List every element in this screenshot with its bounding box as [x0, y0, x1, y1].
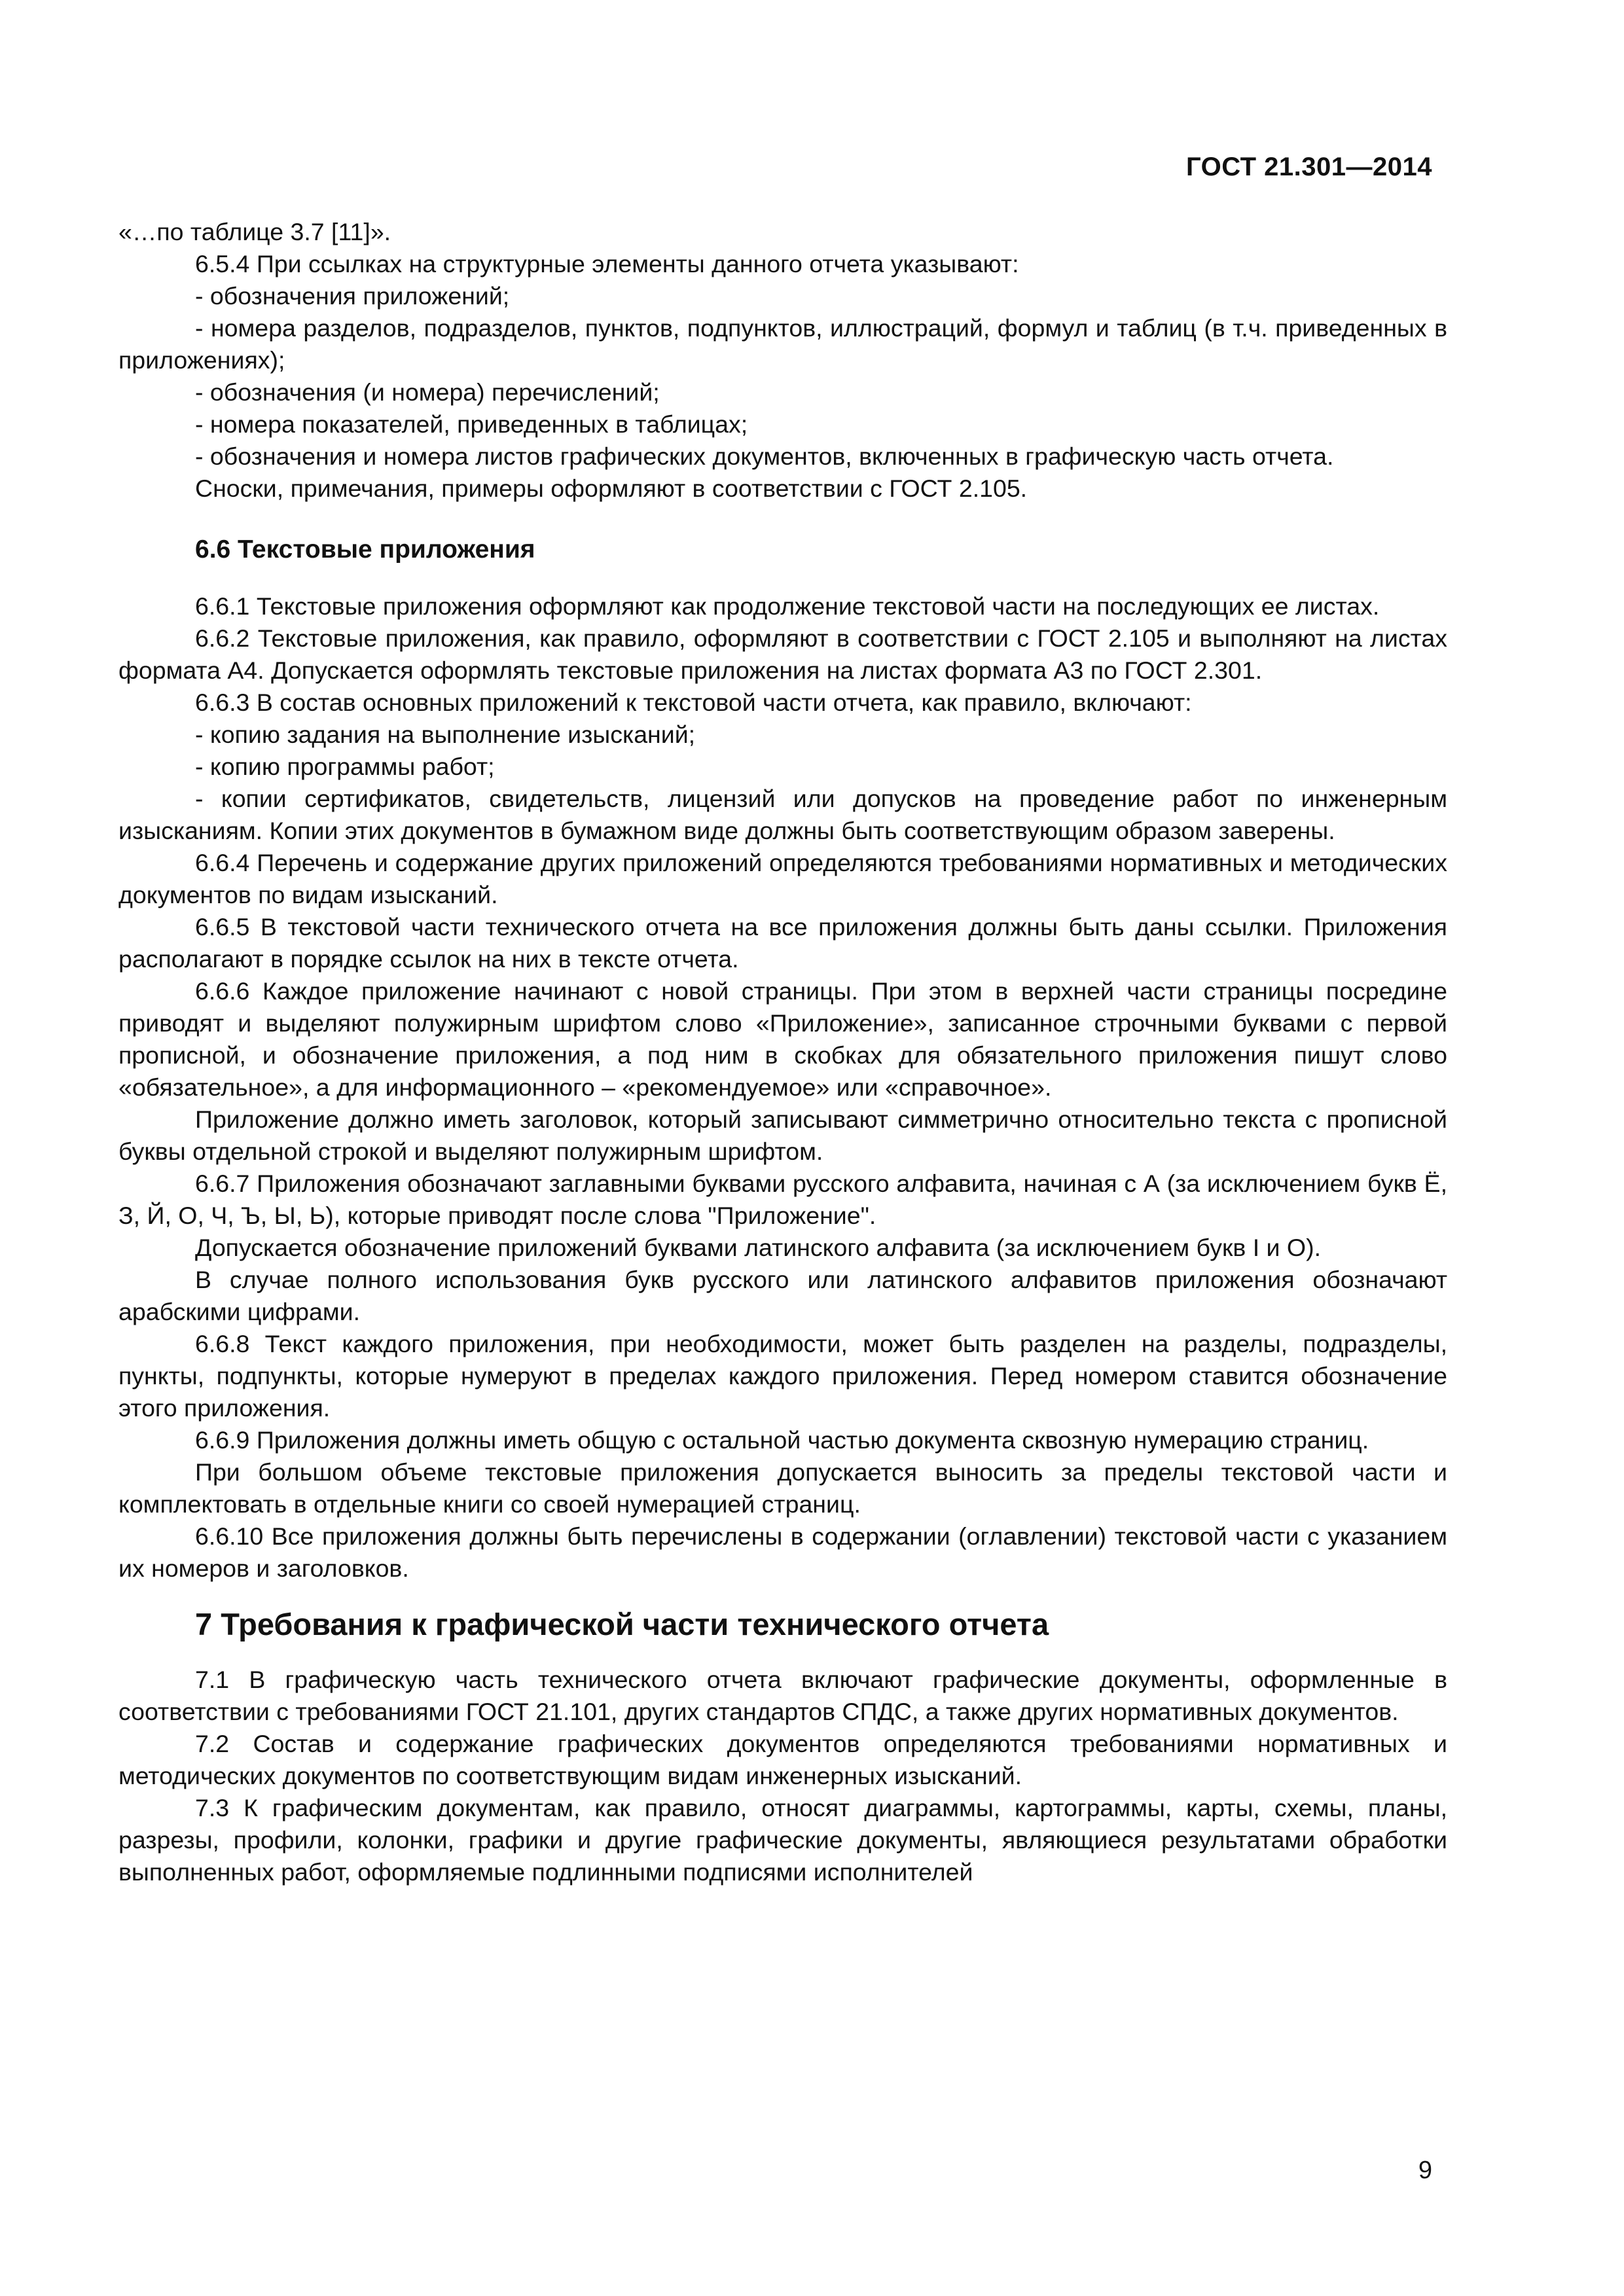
- paragraph: 6.6.4 Перечень и содержание других приложений определяются требованиями нормативных и методических документов по видам изысканий.: [118, 849, 1447, 908]
- paragraph: 6.6.2 Текстовые приложения, как правило, оформляют в соответствии с ГОСТ 2.105 и выполняют на листах формата А4. Допускается оформлять текстовые приложения на листах формата А3 по ГОСТ 2.301.: [118, 624, 1447, 684]
- list-item: - копию программы работ;: [195, 753, 495, 780]
- paragraph: При большом объеме текстовые приложения допускается выносить за пределы текстовой части и комплектовать в отдельные книги со своей нумерацией страниц.: [118, 1458, 1447, 1518]
- paragraph: Приложение должно иметь заголовок, который записывают симметрично относительно текста с прописной буквы отдельной строкой и выделяют полужирным шрифтом.: [118, 1105, 1447, 1165]
- paragraph: 6.6.10 Все приложения должны быть перечислены в содержании (оглавлении) текстовой части с указанием их номеров и заголовков.: [118, 1522, 1447, 1582]
- paragraph: 6.6.3 В состав основных приложений к текстовой части отчета, как правило, включают:: [195, 689, 1192, 716]
- list-item: - обозначения (и номера) перечислений;: [195, 378, 660, 406]
- section-heading: 7 Требования к графической части технического отчета: [195, 1607, 1049, 1641]
- paragraph: «…по таблице 3.7 [11]».: [118, 218, 391, 245]
- paragraph: 6.6.6 Каждое приложение начинают с новой страницы. При этом в верхней части страницы посредине приводят и выделяют полужирным шрифтом слово «Приложение», записанное строчными буквами с первой прописной, и обозначение приложения, а под ним в скобках для обязательного приложения пишут слово «обязательное», а для информационного – «рекомендуемое» или «справочное».: [118, 977, 1447, 1101]
- paragraph: 6.6.1 Текстовые приложения оформляют как продолжение текстовой части на последующих ее листах.: [195, 592, 1380, 620]
- paragraph: Сноски, примечания, примеры оформляют в соответствии с ГОСТ 2.105.: [195, 475, 1028, 502]
- document-body: [118, 216, 1447, 1888]
- paragraph: 6.6.9 Приложения должны иметь общую с остальной частью документа сквозную нумерацию страниц.: [195, 1426, 1369, 1454]
- list-item: - номера разделов, подразделов, пунктов, подпунктов, иллюстраций, формул и таблиц (в т.ч. приведенных в приложениях);: [118, 314, 1447, 374]
- paragraph: 7.2 Состав и содержание графических документов определяются требованиями нормативных и методических документов по соответствующим видам инженерных изысканий.: [118, 1730, 1447, 1789]
- document-header: ГОСТ 21.301—2014: [1185, 152, 1432, 181]
- page-number: 9: [1418, 2157, 1432, 2184]
- list-item: - копию задания на выполнение изысканий;: [195, 721, 696, 748]
- paragraph: Допускается обозначение приложений буквами латинского алфавита (за исключением букв I и O).: [195, 1234, 1321, 1261]
- list-item: - номера показателей, приведенных в таблицах;: [195, 410, 748, 438]
- paragraph: 6.6.7 Приложения обозначают заглавными буквами русского алфавита, начиная с А (за исключением букв Ё, З, Й, О, Ч, Ъ, Ы, Ь), которые приводят после слова "Приложение".: [118, 1170, 1447, 1229]
- paragraph: В случае полного использования букв русского или латинского алфавитов приложения обозначают арабскими цифрами.: [118, 1266, 1447, 1325]
- paragraph: 6.5.4 При ссылках на структурные элементы данного отчета указывают:: [195, 250, 1019, 278]
- list-item: - копии сертификатов, свидетельств, лицензий или допусков на проведение работ по инженерным изысканиям. Копии этих документов в бумажном виде должны быть соответствующим образом заверены.: [118, 785, 1447, 844]
- list-item: - обозначения и номера листов графических документов, включенных в графическую часть отчета.: [195, 442, 1334, 470]
- subsection-heading: 6.6 Текстовые приложения: [195, 535, 535, 564]
- paragraph: 7.3 К графическим документам, как правило, относят диаграммы, картограммы, карты, схемы, планы, разрезы, профили, колонки, графики и другие графические документы, являющиеся результатами обработки выполненных работ, оформляемые подлинными подписями исполнителей: [118, 1794, 1447, 1886]
- paragraph: 6.6.5 В текстовой части технического отчета на все приложения должны быть даны ссылки. Приложения располагают в порядке ссылок на них в тексте отчета.: [118, 913, 1447, 973]
- paragraph: 6.6.8 Текст каждого приложения, при необходимости, может быть разделен на разделы, подразделы, пункты, подпункты, которые нумеруют в пределах каждого приложения. Перед номером ставится обозначение этого приложения.: [118, 1330, 1447, 1422]
- paragraph: 7.1 В графическую часть технического отчета включают графические документы, оформленные в соответствии с требованиями ГОСТ 21.101, других стандартов СПДС, а также других нормативных документов.: [118, 1666, 1447, 1725]
- list-item: - обозначения приложений;: [195, 282, 510, 310]
